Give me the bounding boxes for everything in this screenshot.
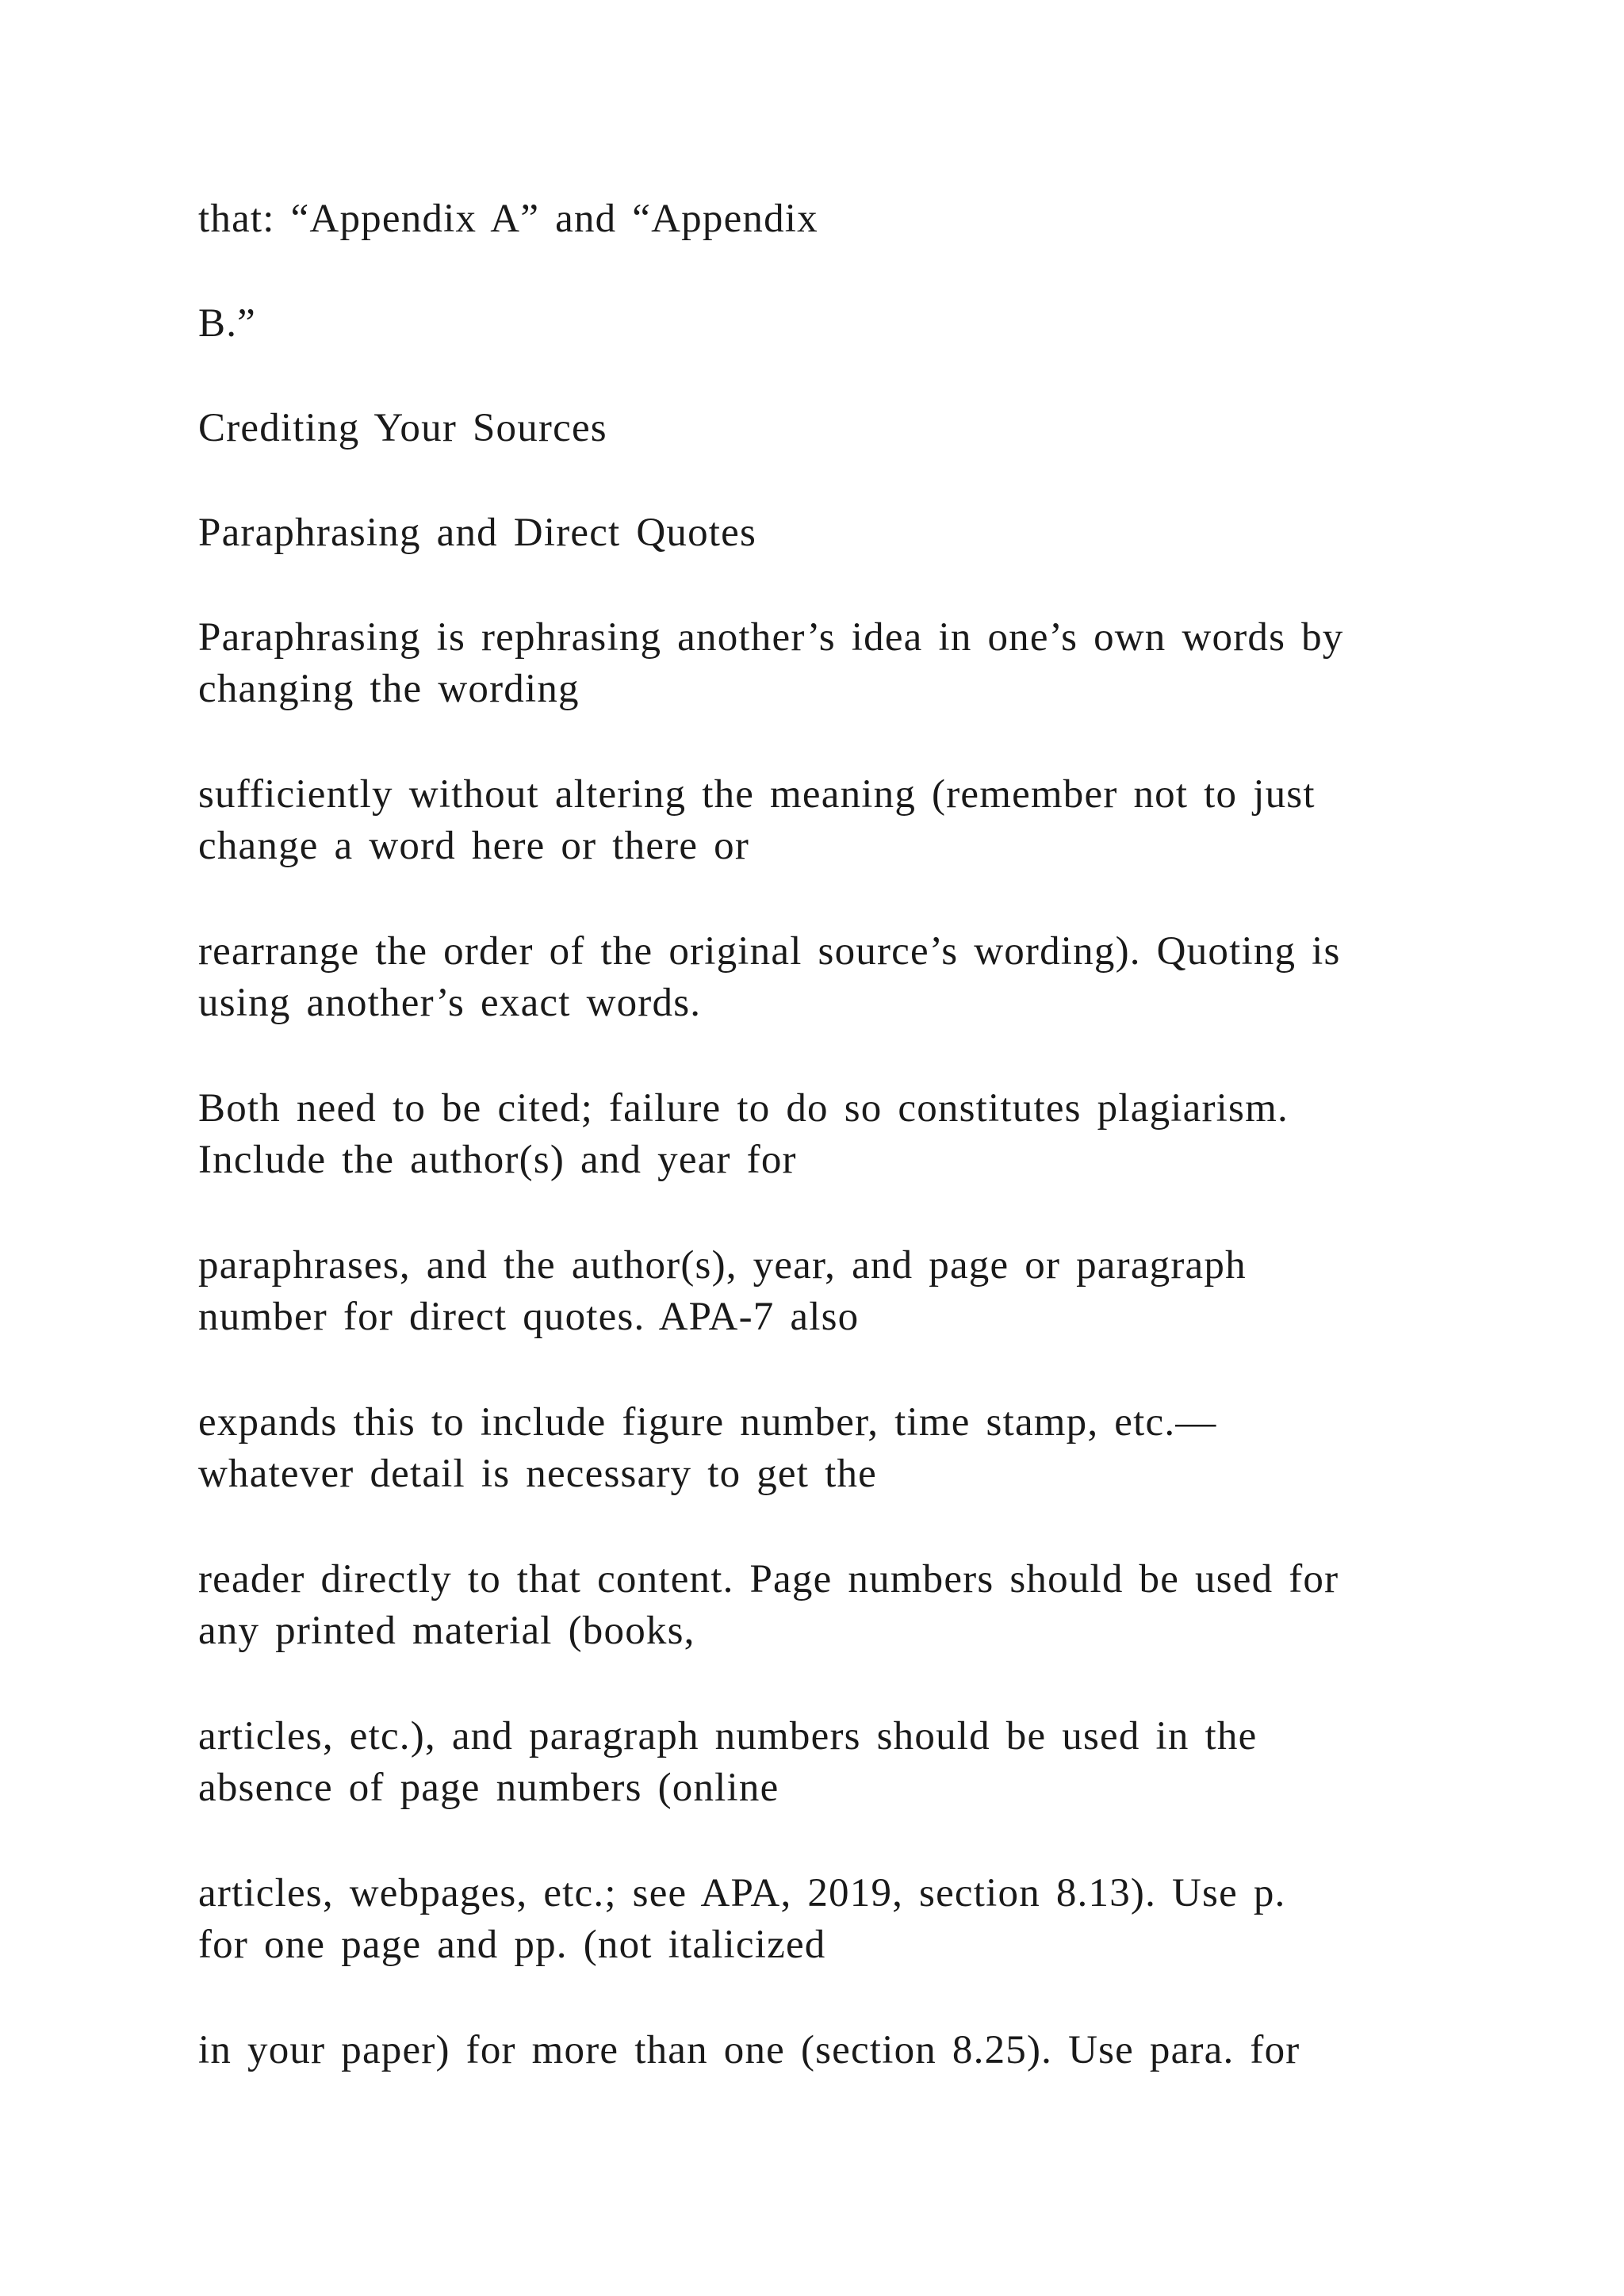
text-line: reader directly to that content. Page numbers should be used for <box>198 1557 1339 1601</box>
text-line: Include the author(s) and year for <box>198 1138 797 1182</box>
text-line: Both need to be cited; failure to do so constitutes plagiarism. <box>198 1086 1289 1131</box>
paragraph-articles-etc <box>198 1711 1483 1814</box>
paragraph-sufficiently <box>198 769 1483 872</box>
paragraph-appendix-continued <box>198 193 1483 245</box>
paragraph-rearrange <box>198 926 1483 1029</box>
text-line: paraphrases, and the author(s), year, and page or paragraph <box>198 1243 1247 1288</box>
text-line: rearrange the order of the original source’s wording). Quoting is <box>198 929 1341 974</box>
text-line: in your paper) for more than one (section 8.25). Use para. for <box>198 2028 1300 2072</box>
text-line: changing the wording <box>198 667 580 711</box>
paragraph-expands <box>198 1397 1483 1500</box>
heading-text: Crediting Your Sources <box>198 406 607 450</box>
heading-text: Paraphrasing and Direct Quotes <box>198 511 757 555</box>
text-line: change a word here or there or <box>198 824 750 868</box>
paragraph-in-your-paper <box>198 2025 1483 2076</box>
text-line: articles, etc.), and paragraph numbers should be used in the <box>198 1714 1258 1758</box>
paragraph-articles-webpages <box>198 1868 1483 1971</box>
paragraph-reader-directly <box>198 1554 1483 1657</box>
text-line: articles, webpages, etc.; see APA, 2019, section 8.13). Use p. <box>198 1871 1286 1915</box>
text-line: whatever detail is necessary to get the <box>198 1452 877 1496</box>
text-line: B.” <box>198 301 257 346</box>
text-line: using another’s exact words. <box>198 981 702 1025</box>
paragraph-appendix-b <box>198 298 1483 350</box>
subheading-paraphrasing-quotes <box>198 507 1483 559</box>
text-line: absence of page numbers (online <box>198 1766 779 1810</box>
paragraph-paraphrases <box>198 1240 1483 1343</box>
text-line: any printed material (books, <box>198 1609 695 1653</box>
text-line: for one page and pp. (not italicized <box>198 1923 826 1967</box>
text-line: expands this to include figure number, time stamp, etc.— <box>198 1400 1217 1445</box>
text-line: Paraphrasing is rephrasing another’s idea in one’s own words by <box>198 615 1344 660</box>
text-line: that: “Appendix A” and “Appendix <box>198 197 818 241</box>
paragraph-both-cited <box>198 1083 1483 1186</box>
text-line: number for direct quotes. APA-7 also <box>198 1295 860 1339</box>
section-heading-crediting-sources <box>198 403 1483 454</box>
paragraph-paraphrasing-definition <box>198 612 1483 715</box>
text-line: sufficiently without altering the meaning (remember not to just <box>198 772 1316 817</box>
